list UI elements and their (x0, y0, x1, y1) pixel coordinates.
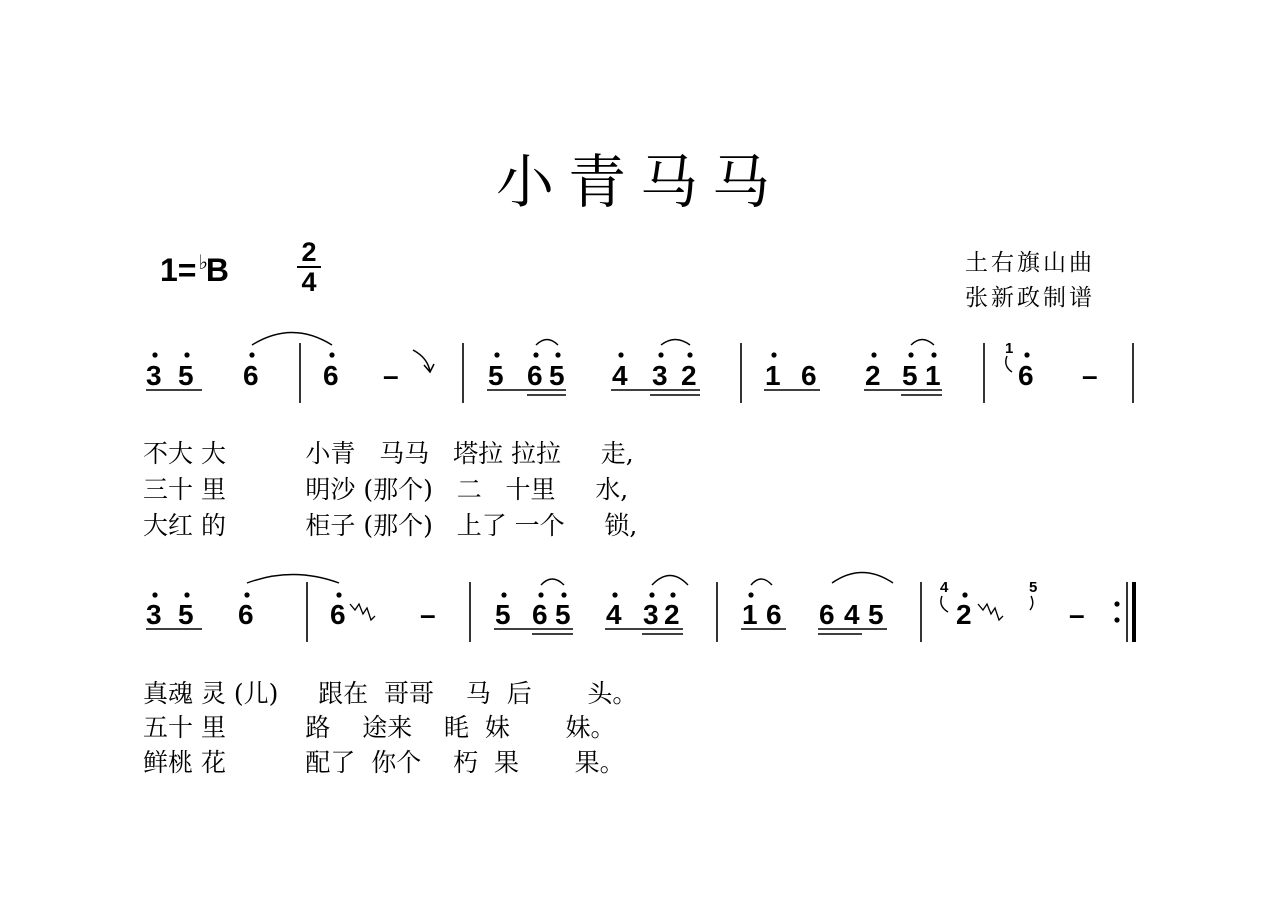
grace-note: 5 (1029, 579, 1038, 596)
note: 6 (238, 599, 254, 630)
note: 5 (178, 360, 194, 391)
note: 3 (146, 360, 162, 391)
lyric-line: 鲜桃 花 配了 你个 朽 果 果。 (143, 748, 625, 777)
note: 3 (146, 599, 162, 630)
lyric-line: 大红 的 柜子 (那个) 上了 一个 锁, (143, 511, 638, 540)
note: 3 (652, 360, 668, 391)
note: 5 (178, 599, 194, 630)
note: 1 (925, 360, 941, 391)
note: 2 (664, 599, 680, 630)
note: 2 (865, 360, 881, 391)
meter-bottom: 4 (301, 267, 317, 297)
note: 6 (819, 599, 835, 630)
repeat-dots (1114, 601, 1119, 622)
note: 2 (956, 599, 972, 630)
note: 5 (488, 360, 504, 391)
slurs (247, 573, 1033, 613)
meter-top: 2 (301, 237, 317, 267)
system-1 (146, 333, 1133, 404)
note: 1 (742, 599, 758, 630)
note: 5 (868, 599, 884, 630)
system-2 (146, 573, 1134, 643)
grace-note: 4 (940, 579, 949, 596)
composer-credit: 土右旗山曲 (965, 250, 1095, 276)
note: 5 (902, 360, 918, 391)
note: 5 (549, 360, 565, 391)
lyric-line: 真魂 灵 (儿) 跟在 哥哥 马 后 头。 (143, 679, 638, 708)
note: 6 (527, 360, 543, 391)
grace-note: 1 (1005, 340, 1014, 357)
dash: – (1069, 599, 1085, 630)
note: 5 (495, 599, 511, 630)
octave-dots (152, 592, 967, 597)
note: 6 (1018, 360, 1034, 391)
note: 6 (801, 360, 817, 391)
note: 3 (643, 599, 659, 630)
key-note: B (205, 252, 230, 288)
note: 5 (555, 599, 571, 630)
note: 4 (844, 599, 860, 630)
arranger-credit: 张新政制谱 (965, 285, 1095, 311)
note: 4 (612, 360, 628, 391)
beam-lines (146, 390, 942, 395)
glide-arrow (413, 350, 434, 372)
note: 2 (681, 360, 697, 391)
note: 6 (532, 599, 548, 630)
dash: – (1082, 360, 1098, 391)
flat-symbol: ♭ (198, 252, 208, 274)
lyric-line: 不大 大 小青 马马 塔拉 拉拉 走, (143, 439, 634, 468)
note: 6 (243, 360, 259, 391)
note: 6 (323, 360, 339, 391)
dash: – (420, 599, 436, 630)
lyric-line: 五十 里 路 途来 眊 妹 妹。 (143, 713, 616, 742)
note: 1 (765, 360, 781, 391)
note: 6 (766, 599, 782, 630)
note: 4 (606, 599, 622, 630)
grace-slur (1006, 356, 1012, 372)
song-title: 小青马马 (495, 148, 784, 216)
glide-wavy (978, 604, 1003, 620)
lyric-line: 三十 里 明沙 (那个) 二 十里 水, (143, 475, 629, 504)
octave-dots (152, 352, 1029, 357)
note: 6 (330, 599, 346, 630)
dash: – (383, 360, 399, 391)
beam-lines (146, 629, 887, 634)
glide-wavy (350, 604, 375, 620)
slurs (252, 333, 934, 346)
key-prefix: 1= (160, 252, 197, 288)
